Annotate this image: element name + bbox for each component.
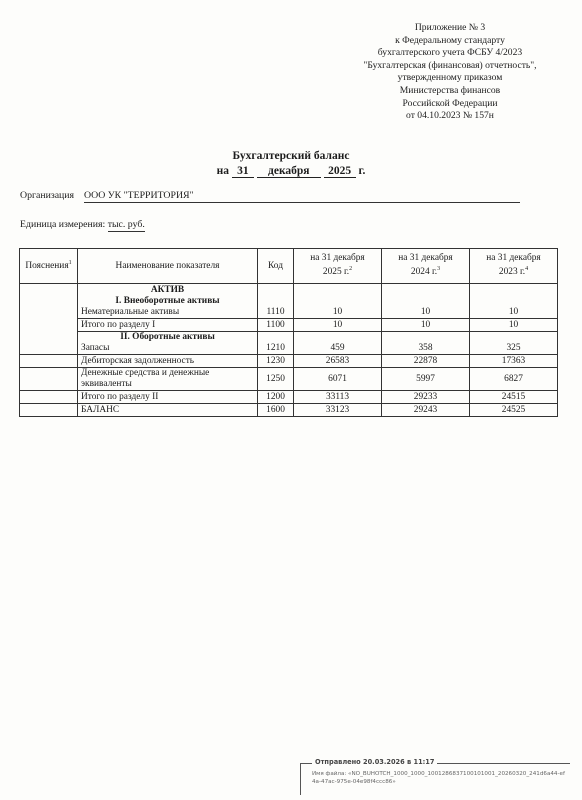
appendix-line: Приложение № 3: [414, 22, 486, 33]
row-value-2024: 10: [382, 284, 470, 319]
row-name: Итого по разделу I: [78, 319, 258, 332]
row-value-2024: 5997: [382, 368, 470, 391]
row-value-2025: 459: [294, 332, 382, 355]
unit-value: тыс. руб.: [107, 219, 145, 230]
row-value-2025: 6071: [294, 368, 382, 391]
row-code: 1600: [258, 404, 294, 417]
row-value-2024: 22878: [382, 355, 470, 368]
document-title: [0, 150, 582, 178]
section1-heading: I. Внеоборотные активы: [115, 296, 220, 306]
title-day: 31: [232, 165, 254, 178]
title-year-suffix: г.: [358, 165, 366, 177]
row-name: [78, 332, 258, 355]
table-row: [20, 391, 558, 404]
unit-label: Единица измерения:: [20, 219, 106, 230]
appendix-block: [330, 22, 570, 123]
stamp-left-rule: [300, 763, 301, 795]
row-code: 1250: [258, 368, 294, 391]
header-notes: Пояснения$^1$: [20, 249, 78, 284]
header-period-2024: на 31 декабря 2024 г.$^3$: [382, 249, 470, 284]
row-code: 1230: [258, 355, 294, 368]
appendix-line: "Бухгалтерская (финансовая) отчетность",: [363, 59, 537, 71]
submission-stamp: [300, 758, 570, 796]
row-name: Дебиторская задолженность: [78, 355, 258, 368]
table-row: [20, 319, 558, 332]
organization-row: [20, 190, 557, 203]
table-row: [20, 404, 558, 417]
header-period-2025: на 31 декабря 2025 г.$^2$: [294, 249, 382, 284]
appendix-line: Министерства финансов: [399, 84, 501, 96]
title-on: на: [216, 165, 230, 177]
header-name: Наименование показателя: [78, 249, 258, 284]
unit-row: [20, 219, 145, 232]
row-value-2025: 33113: [294, 391, 382, 404]
row-value-2023: 24525: [470, 404, 558, 417]
appendix-line: от 04.10.2023 № 157н: [406, 110, 494, 122]
table-header-row: [20, 249, 558, 284]
row-value-2023: 24515: [470, 391, 558, 404]
title-date-line: [0, 165, 582, 178]
organization-value: ООО УК "ТЕРРИТОРИЯ": [84, 190, 520, 203]
organization-label: Организация: [20, 190, 75, 201]
appendix-line: бухгалтерского учета ФСБУ 4/2023: [377, 47, 523, 59]
row-label: Нематериальные активы: [81, 307, 180, 317]
table-row: [20, 332, 558, 355]
row-value-2023: 10: [470, 284, 558, 319]
row-name: Итого по разделу II: [78, 391, 258, 404]
row-code: 1100: [258, 319, 294, 332]
row-value-2025: 10: [294, 319, 382, 332]
table-row: [20, 355, 558, 368]
appendix-line: Российской Федерации: [402, 97, 498, 109]
appendix-line: утвержденному приказом: [397, 72, 503, 84]
row-code: 1210: [258, 332, 294, 355]
row-name: Денежные средства и денежные эквиваленты: [78, 368, 258, 391]
asset-heading: АКТИВ: [150, 285, 185, 295]
title-year: 2025: [324, 165, 356, 178]
row-name: [78, 284, 258, 319]
title-line1: Бухгалтерский баланс: [232, 150, 350, 162]
row-value-2024: 29233: [382, 391, 470, 404]
row-value-2023: 10: [470, 319, 558, 332]
row-code: 1200: [258, 391, 294, 404]
section2-heading: II. Оборотные активы: [120, 332, 215, 342]
header-code: Код: [258, 249, 294, 284]
table-row: [20, 368, 558, 391]
stamp-filename: Имя файла: «NO_BUHOTCH_1000_1000_1001286837100101001_20260320_241d6a44-ef4a-47ac-975e-04e98f4ccc86»: [312, 771, 565, 785]
row-label: Запасы: [81, 343, 110, 353]
stamp-sent: Отправлено 20.03.2026 в 11:17: [312, 758, 437, 766]
row-value-2025: 10: [294, 284, 382, 319]
title-month: декабря: [257, 165, 321, 178]
table-row: [20, 284, 558, 319]
row-value-2025: 33123: [294, 404, 382, 417]
row-value-2024: 358: [382, 332, 470, 355]
row-value-2023: 6827: [470, 368, 558, 391]
row-code: 1110: [258, 284, 294, 319]
appendix-line: к Федеральному стандарту: [395, 34, 505, 46]
row-name: БАЛАНС: [78, 404, 258, 417]
header-period-2023: на 31 декабря 2023 г.$^4$: [470, 249, 558, 284]
row-value-2023: 325: [470, 332, 558, 355]
row-value-2024: 10: [382, 319, 470, 332]
balance-table: [19, 248, 558, 417]
row-value-2024: 29243: [382, 404, 470, 417]
row-value-2025: 26583: [294, 355, 382, 368]
row-value-2023: 17363: [470, 355, 558, 368]
